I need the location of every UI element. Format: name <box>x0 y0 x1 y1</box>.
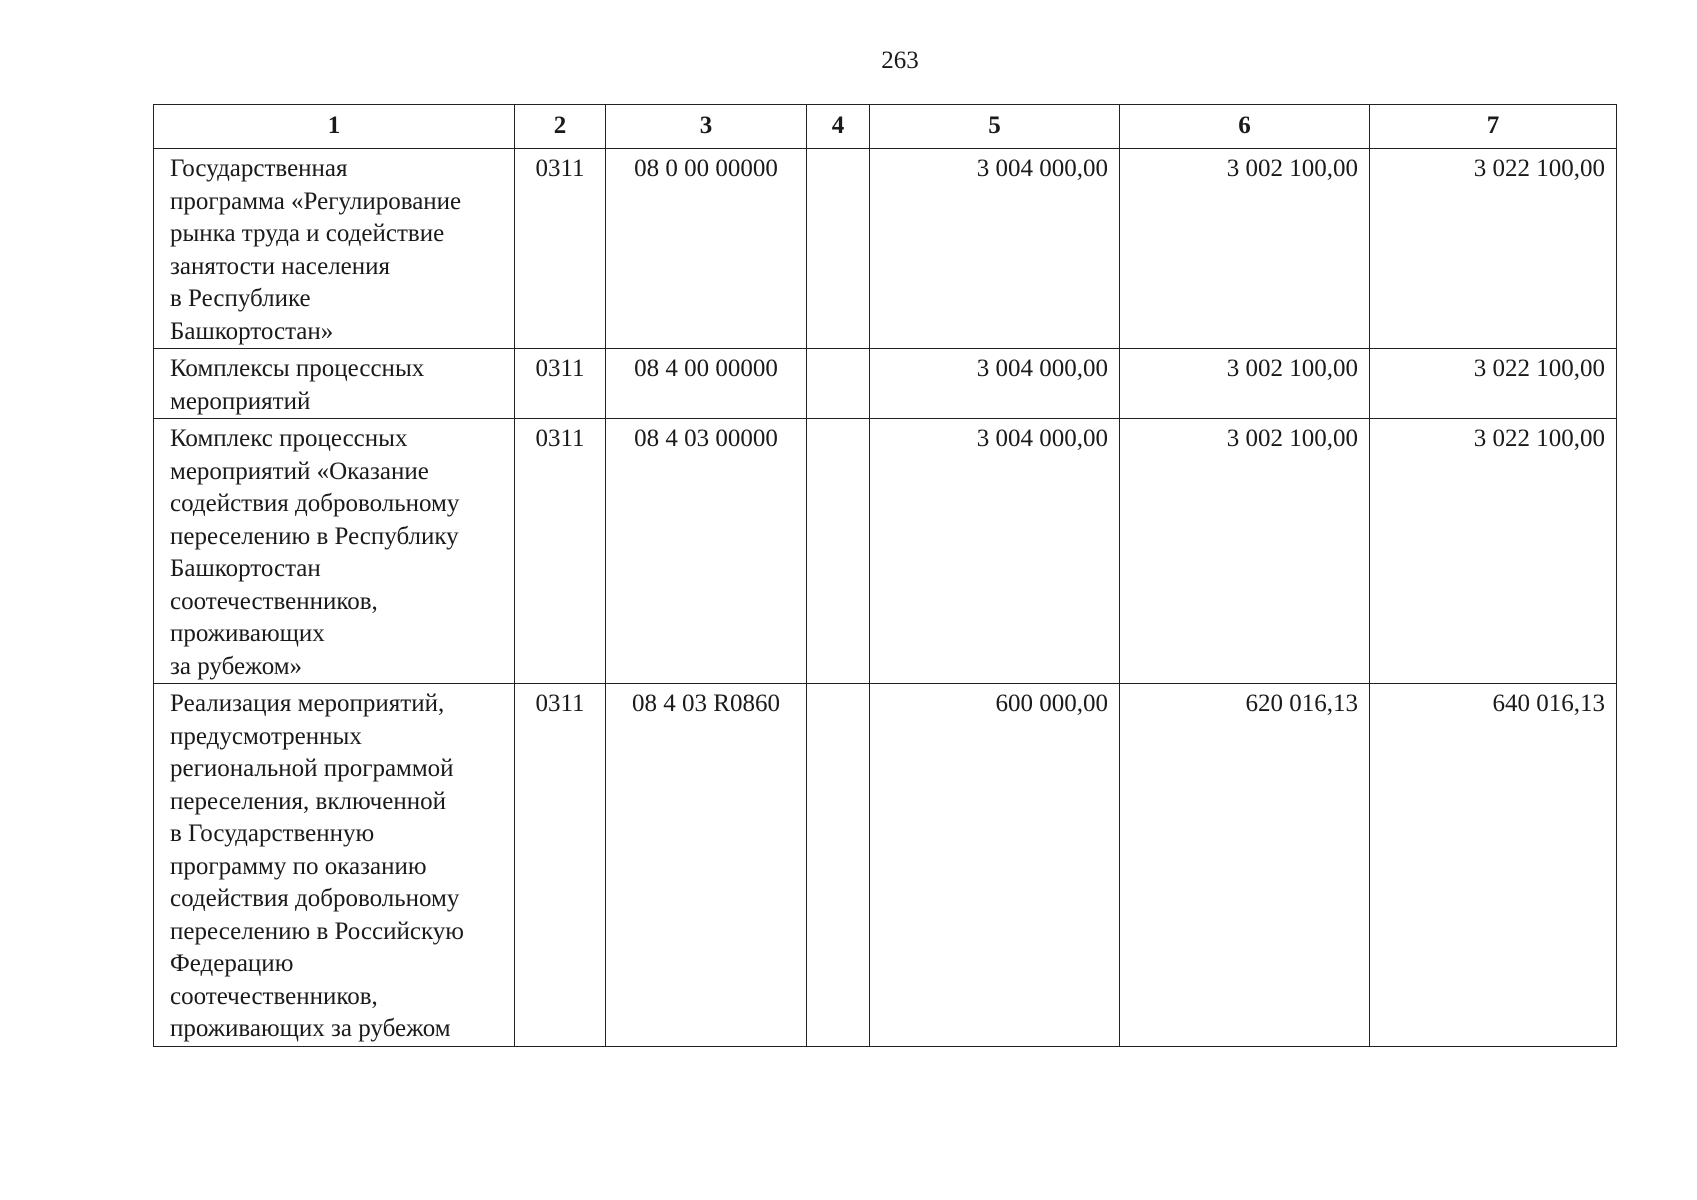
row-amount-5: 3 004 000,00 <box>870 349 1120 419</box>
row-code: 08 0 00 00000 <box>606 149 807 349</box>
page-number: 263 <box>881 47 919 74</box>
row-name-cell <box>154 419 515 684</box>
row-name-cell <box>154 684 515 1047</box>
row-type <box>807 419 870 684</box>
row-type <box>807 684 870 1047</box>
budget-table <box>153 104 1617 1047</box>
row-name: Реализация мероприятий, предусмотренных региональной программой переселения, включенной в Государственную программу по оказанию содействия добровольному переселению в Российскую Федерацию соотечественников, проживающих за рубежом <box>170 690 464 1042</box>
table-row <box>154 149 1617 349</box>
table-header <box>154 105 1617 149</box>
column-header-3: 3 <box>606 105 807 149</box>
row-code: 08 4 00 00000 <box>606 349 807 419</box>
row-amount-7: 3 022 100,00 <box>1370 149 1617 349</box>
row-amount-7: 640 016,13 <box>1370 684 1617 1047</box>
row-name: Комплекс процессных мероприятий «Оказание содействия добровольному переселению в Республику Башкортостан соотечественников, проживающих за рубежом» <box>170 425 460 680</box>
table-row <box>154 349 1617 419</box>
row-type <box>807 149 870 349</box>
row-name-cell <box>154 349 515 419</box>
column-header-6: 6 <box>1120 105 1370 149</box>
row-code: 08 4 03 R0860 <box>606 684 807 1047</box>
row-amount-5: 3 004 000,00 <box>870 149 1120 349</box>
row-type <box>807 349 870 419</box>
row-amount-6: 3 002 100,00 <box>1120 149 1370 349</box>
column-header-2: 2 <box>515 105 606 149</box>
row-code: 08 4 03 00000 <box>606 419 807 684</box>
table-row <box>154 419 1617 684</box>
table-row <box>154 684 1617 1047</box>
row-amount-6: 3 002 100,00 <box>1120 419 1370 684</box>
column-header-5: 5 <box>870 105 1120 149</box>
row-amount-7: 3 022 100,00 <box>1370 419 1617 684</box>
row-amount-5: 3 004 000,00 <box>870 419 1120 684</box>
column-header-1: 1 <box>154 105 515 149</box>
column-header-4: 4 <box>807 105 870 149</box>
header-row <box>154 105 1617 149</box>
row-section: 0311 <box>515 684 606 1047</box>
row-name: Государственная программа «Регулирование рынка труда и содействие занятости населения в Республике Башкортостан» <box>170 155 462 345</box>
row-name-cell <box>154 149 515 349</box>
row-section: 0311 <box>515 349 606 419</box>
row-amount-6: 3 002 100,00 <box>1120 349 1370 419</box>
row-name: Комплексы процессных мероприятий <box>170 355 425 415</box>
row-amount-7: 3 022 100,00 <box>1370 349 1617 419</box>
row-section: 0311 <box>515 419 606 684</box>
row-section: 0311 <box>515 149 606 349</box>
table-body <box>154 149 1617 1047</box>
row-amount-6: 620 016,13 <box>1120 684 1370 1047</box>
row-amount-5: 600 000,00 <box>870 684 1120 1047</box>
column-header-7: 7 <box>1370 105 1617 149</box>
